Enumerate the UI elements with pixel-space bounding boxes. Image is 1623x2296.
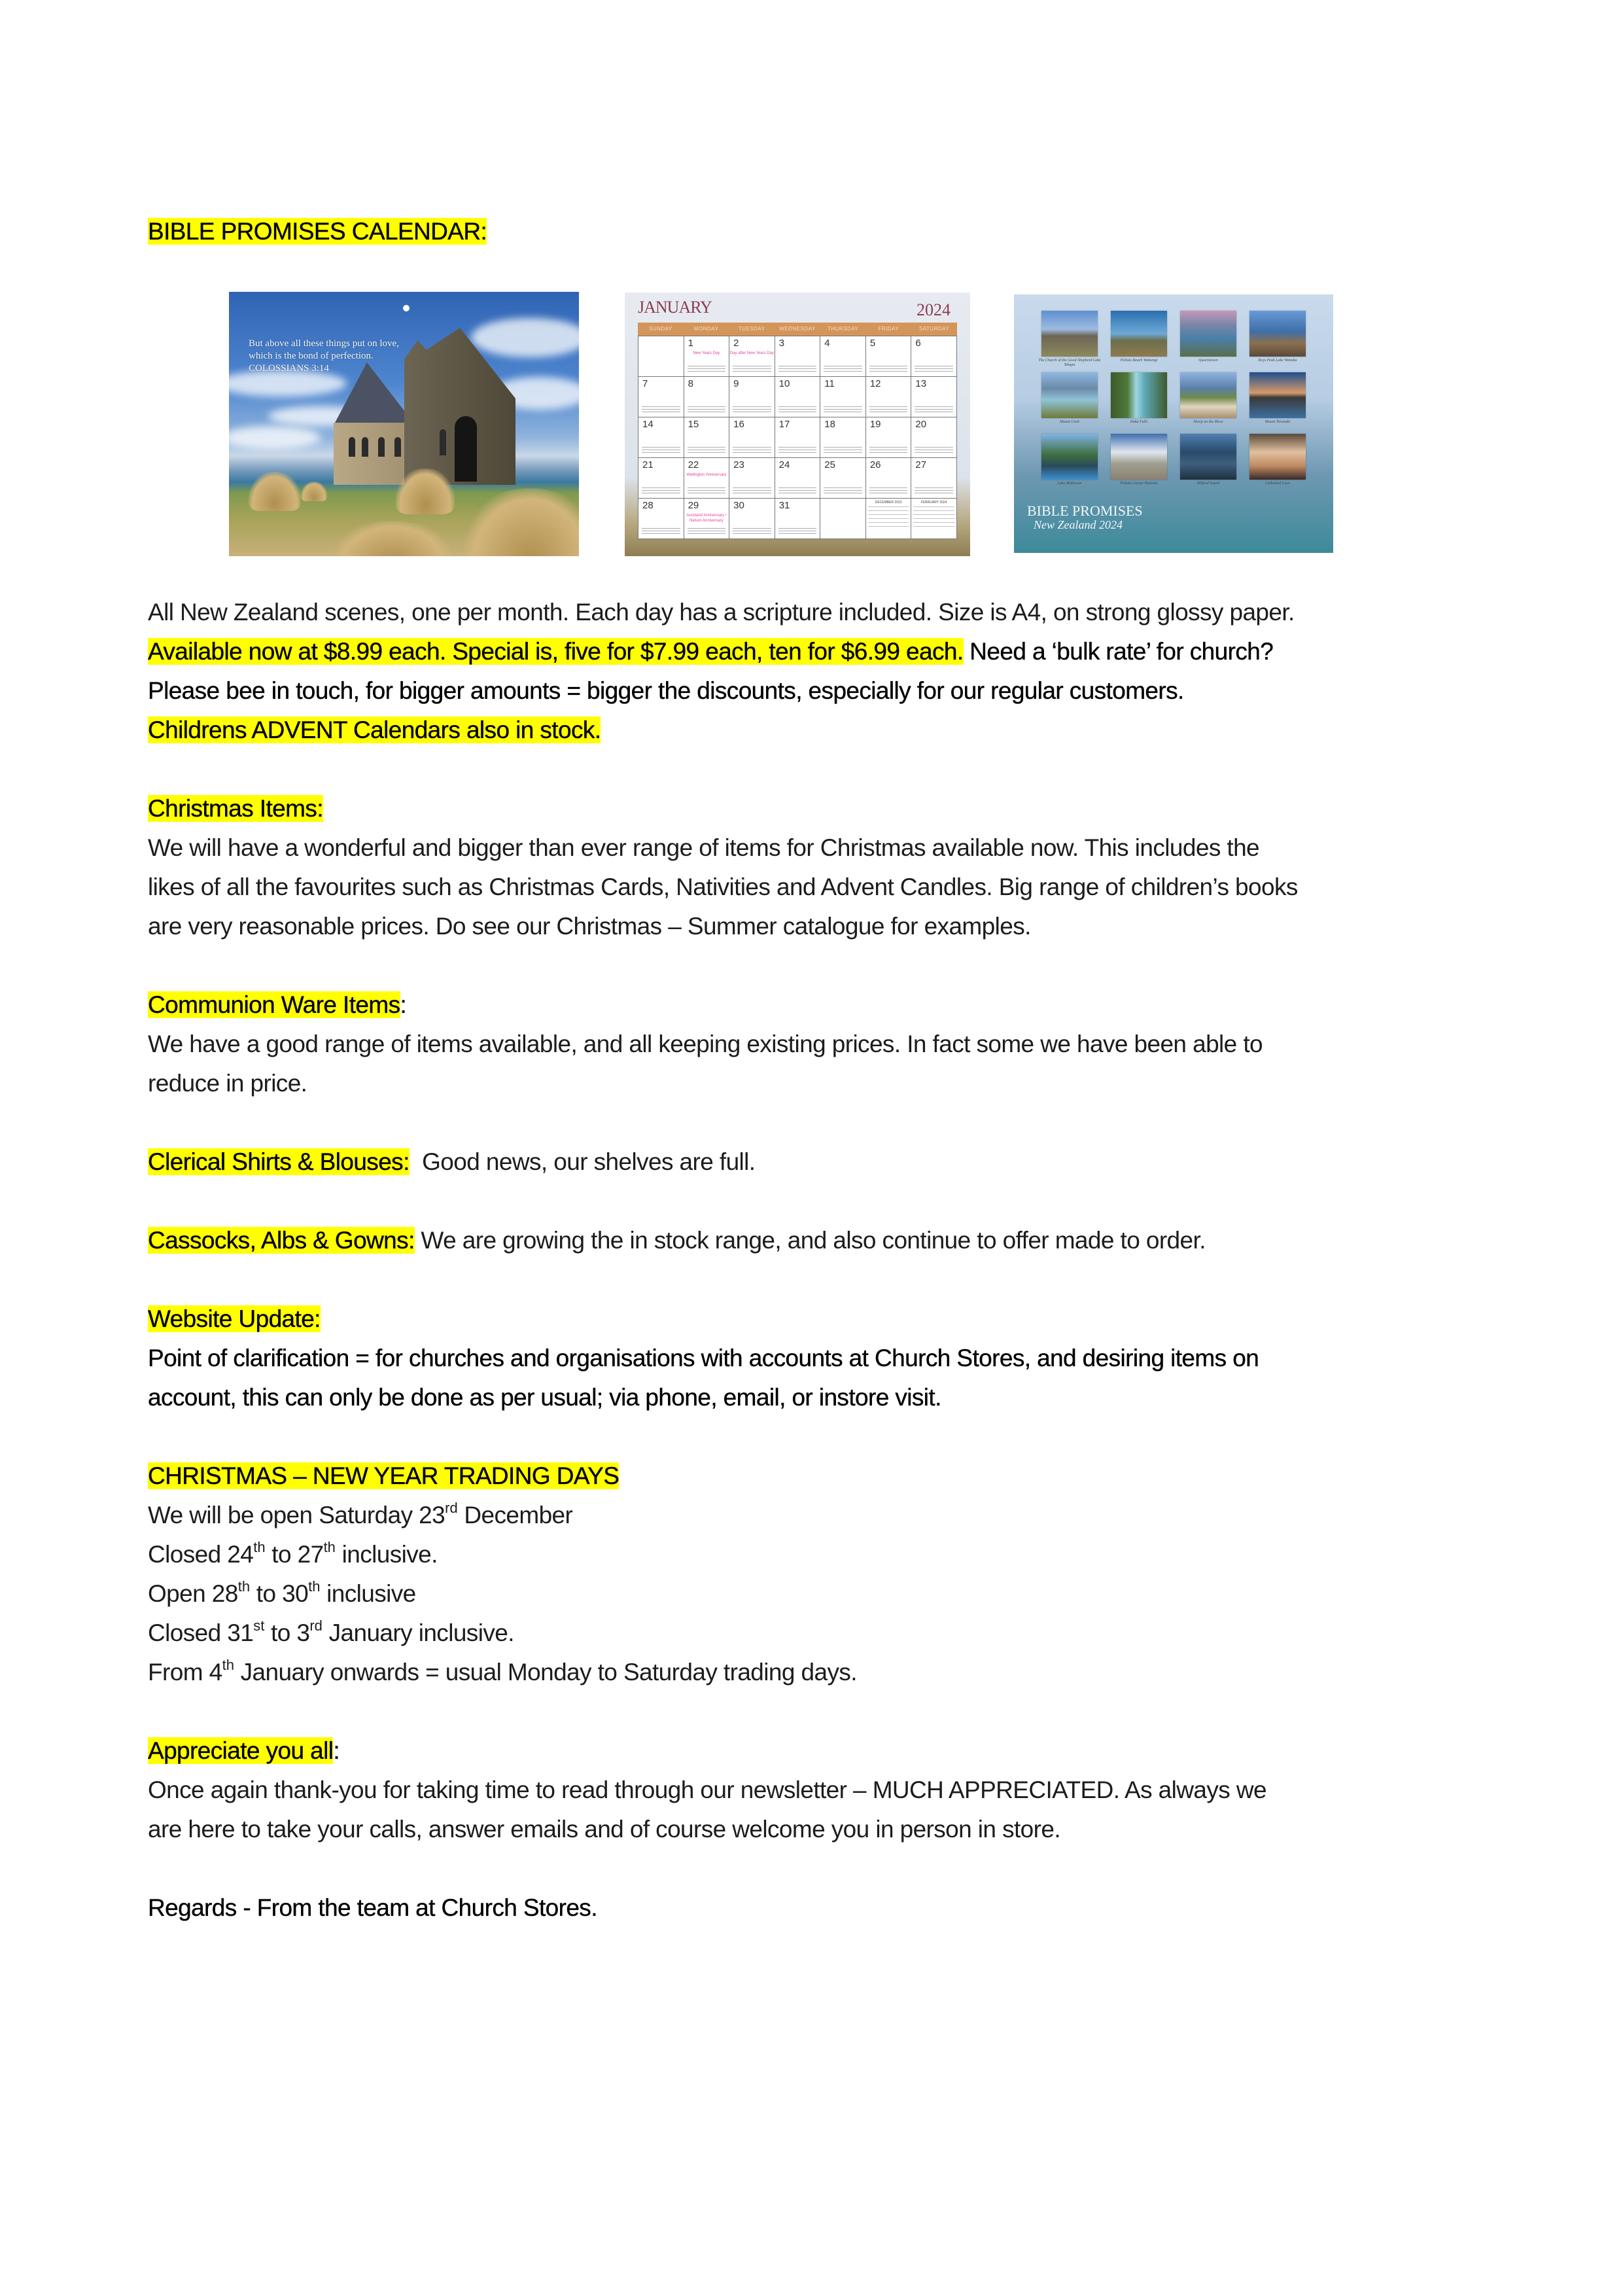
month-photo-tile xyxy=(1041,372,1098,424)
day-number: 25 xyxy=(824,459,835,470)
day-number: 20 xyxy=(915,419,927,430)
calendar-day-cell xyxy=(684,499,730,539)
month-photo-tile xyxy=(1249,311,1306,362)
day-number: 10 xyxy=(778,378,790,389)
calendar-day-cell xyxy=(729,499,775,539)
clerical-heading: Clerical Shirts & Blouses: xyxy=(148,1148,410,1175)
day-number: 2 xyxy=(733,338,739,349)
hanging-hole xyxy=(403,305,410,311)
calendar-heading-line xyxy=(148,213,487,250)
calendar-day-cell xyxy=(638,377,684,417)
calendar-day-cell xyxy=(684,377,730,417)
calendar-description: All New Zealand scenes, one per month. Each day has a scripture included. Size is A4, on strong glossy paper. xyxy=(148,599,1295,626)
day-number: 26 xyxy=(869,459,881,470)
day-number: 19 xyxy=(869,419,881,430)
scripture-text xyxy=(733,366,771,374)
calendar-day-cell xyxy=(911,417,957,458)
photo-caption: The Church of the Good Shepherd Lake Tekapo xyxy=(1038,359,1101,367)
scripture-text xyxy=(642,447,680,455)
calendar-grid xyxy=(638,323,957,539)
scripture-text xyxy=(824,366,862,374)
bulk-rate-question: Need a ‘bulk rate’ for church? xyxy=(963,638,1274,665)
scripture-text xyxy=(824,406,862,414)
day-number: 15 xyxy=(688,419,699,430)
calendar-day-cell xyxy=(684,417,730,458)
photo-caption: Roys Peak Lake Wanaka xyxy=(1258,359,1297,362)
holiday-label: New Years Day xyxy=(693,351,720,355)
day-number: 27 xyxy=(915,459,927,470)
calendar-cover-image xyxy=(229,292,579,556)
calendar-day-cell xyxy=(638,417,684,458)
trading-day-line: We will be open Saturday 23rd December xyxy=(148,1500,573,1528)
photo-caption: Queenstown xyxy=(1198,359,1218,362)
scripture-text xyxy=(915,447,953,455)
trading-heading: CHRISTMAS – NEW YEAR TRADING DAYS xyxy=(148,1462,620,1489)
weekday-header xyxy=(638,323,957,336)
month-photo-tile xyxy=(1180,311,1236,362)
collage-title: BIBLE PROMISES New Zealand 2024 xyxy=(1027,503,1143,531)
holiday-label: Auckland Anniversary / Nelson Anniversary xyxy=(686,514,727,523)
mini-calendar-prev: DECEMBER 2023 xyxy=(868,501,909,530)
day-number: 5 xyxy=(869,338,876,349)
weekday-label: MONDAY xyxy=(693,326,719,332)
calendar-month-image xyxy=(625,292,970,556)
pricing-highlight: Available now at $8.99 each. Special is, five for $7.99 each, ten for $6.99 each. xyxy=(148,638,964,665)
calendar-day-cell xyxy=(866,417,912,458)
calendar-day-cell xyxy=(638,336,684,377)
communion-heading-line: Communion Ware Items: xyxy=(148,991,407,1018)
calendar-day-cell xyxy=(638,499,684,539)
website-heading: Website Update: xyxy=(148,1305,321,1332)
photo-caption: Sheep on the Move xyxy=(1193,420,1223,424)
clerical-text: Good news, our shelves are full. xyxy=(409,1148,756,1175)
communion-text: reduce in price. xyxy=(148,1070,307,1097)
calendar-day-cell xyxy=(820,336,866,377)
calendar-day-cell xyxy=(775,458,821,499)
calendar-heading: BIBLE PROMISES CALENDAR: xyxy=(148,218,487,245)
day-number: 28 xyxy=(642,500,654,511)
trading-heading-line xyxy=(148,1458,619,1494)
appreciate-heading-line: Appreciate you all: xyxy=(148,1737,340,1764)
christmas-heading-line xyxy=(148,790,323,827)
scripture-text xyxy=(688,487,726,495)
day-number: 12 xyxy=(869,378,881,389)
trading-day-line: Closed 24th to 27th inclusive. xyxy=(148,1539,438,1568)
trading-day-line: From 4th January onwards = usual Monday to Saturday trading days. xyxy=(148,1657,857,1686)
photo-caption: Milford Sound xyxy=(1196,482,1220,486)
day-number: 16 xyxy=(733,419,744,430)
calendar-day-cell xyxy=(911,499,957,539)
day-number: 7 xyxy=(642,378,648,389)
scripture-text xyxy=(688,447,726,455)
calendar-day-cell xyxy=(729,458,775,499)
clerical-line xyxy=(148,1144,755,1180)
photo-caption: Pohutu Geyser Rotorua xyxy=(1120,482,1158,486)
month-photo-tile xyxy=(1249,372,1306,424)
scripture-text xyxy=(778,406,817,414)
day-number: 24 xyxy=(778,459,790,470)
christmas-text: We will have a wonderful and bigger than ever range of items for Christmas available now. This includes the xyxy=(148,834,1260,861)
scripture-text xyxy=(778,447,817,455)
church-verse: But above all these things put on love, which is the bond of perfection. COLOSSIANS 3:14 xyxy=(249,338,399,374)
calendar-day-cell xyxy=(729,417,775,458)
advent-note-line xyxy=(148,712,601,749)
scripture-text xyxy=(733,528,771,536)
mini-calendar-next: FEBRUARY 2024 xyxy=(913,501,954,530)
scripture-text xyxy=(733,487,771,495)
trading-day-line: Open 28th to 30th inclusive xyxy=(148,1578,416,1607)
calendar-day-cell xyxy=(866,499,912,539)
website-heading-line xyxy=(148,1301,321,1337)
day-number: 23 xyxy=(733,459,744,470)
trading-day-line: Closed 31st to 3rd January inclusive. xyxy=(148,1617,514,1646)
weekday-label: FRIDAY xyxy=(878,326,899,332)
weekday-label: THURSDAY xyxy=(827,326,859,332)
calendar-back-cover-image xyxy=(1014,294,1333,553)
photo-caption: Huka Falls xyxy=(1130,420,1148,424)
calendar-day-cell xyxy=(729,377,775,417)
scripture-text xyxy=(778,366,817,374)
holiday-label: Wellington Anniversary xyxy=(686,473,727,477)
weekday-label: SUNDAY xyxy=(648,326,672,332)
scripture-text xyxy=(915,406,953,414)
day-number: 29 xyxy=(688,500,699,511)
scripture-text xyxy=(642,528,680,536)
calendar-day-cell xyxy=(820,417,866,458)
month-photo-tile xyxy=(1041,434,1098,486)
calendar-days xyxy=(638,336,957,539)
website-text: account, this can only be done as per usual; via phone, email, or instore visit. xyxy=(148,1384,941,1411)
photo-caption: Lake Matheson xyxy=(1057,482,1082,486)
scripture-text xyxy=(688,406,726,414)
day-number: 13 xyxy=(915,378,927,389)
month-photo-tile xyxy=(1111,311,1167,362)
calendar-day-cell xyxy=(775,377,821,417)
calendar-day-cell xyxy=(866,377,912,417)
calendar-bulk-note: Please bee in touch, for bigger amounts = bigger the discounts, especially for our regular customers. xyxy=(148,677,1184,704)
scripture-text xyxy=(688,366,726,374)
calendar-day-cell xyxy=(866,336,912,377)
photo-caption: Pohutu Beach Waitangi xyxy=(1120,359,1158,362)
calendar-day-cell xyxy=(684,458,730,499)
day-number: 31 xyxy=(778,500,790,511)
calendar-day-cell xyxy=(911,336,957,377)
scripture-text xyxy=(824,487,862,495)
advent-calendars-note: Childrens ADVENT Calendars also in stock. xyxy=(148,716,601,743)
month-photo-tile xyxy=(1180,372,1236,424)
calendar-day-cell xyxy=(911,377,957,417)
cassocks-text: We are growing the in stock range, and also continue to offer made to order. xyxy=(414,1227,1206,1254)
weekday-label: TUESDAY xyxy=(738,326,765,332)
christmas-heading: Christmas Items: xyxy=(148,795,323,822)
calendar-day-cell xyxy=(911,458,957,499)
day-number: 4 xyxy=(824,338,830,349)
day-number: 3 xyxy=(778,338,785,349)
day-number: 18 xyxy=(824,419,835,430)
appreciate-text: Once again thank-you for taking time to read through our newsletter – MUCH APPRECIATED. As always we xyxy=(148,1776,1266,1803)
appreciate-text: are here to take your calls, answer emails and of course welcome you in person in store. xyxy=(148,1816,1061,1843)
scripture-text xyxy=(688,528,726,536)
scripture-text xyxy=(915,487,953,495)
weekday-label: WEDNESDAY xyxy=(779,326,816,332)
scripture-text xyxy=(733,406,771,414)
calendar-month-title: JANUARY xyxy=(638,298,712,317)
month-photo-tile xyxy=(1038,311,1101,367)
scripture-text xyxy=(824,447,862,455)
month-photo-grid xyxy=(1038,311,1308,486)
holiday-label: Day after New Years Day xyxy=(729,351,774,355)
scripture-text xyxy=(733,447,771,455)
calendar-pricing xyxy=(148,633,1273,670)
day-number: 21 xyxy=(642,459,654,470)
calendar-day-cell xyxy=(684,336,730,377)
website-text: Point of clarification = for churches and organisations with accounts at Church Stores, and desiring items on xyxy=(148,1345,1259,1371)
calendar-day-cell xyxy=(820,458,866,499)
scripture-text xyxy=(642,406,680,414)
scripture-text xyxy=(778,487,817,495)
scripture-text xyxy=(778,528,817,536)
calendar-day-cell xyxy=(820,499,866,539)
calendar-day-cell xyxy=(775,417,821,458)
cassocks-heading: Cassocks, Albs & Gowns: xyxy=(148,1227,415,1254)
day-number: 30 xyxy=(733,500,744,511)
day-number: 9 xyxy=(733,378,739,389)
scripture-text xyxy=(869,366,908,374)
month-photo-tile xyxy=(1111,372,1167,424)
photo-caption: Cathedral Cove xyxy=(1265,482,1291,486)
day-number: 1 xyxy=(688,338,693,349)
calendar-day-cell xyxy=(775,336,821,377)
photo-caption: Mount Cook xyxy=(1060,420,1079,424)
communion-text: We have a good range of items available, and all keeping existing prices. In fact some we have been able to xyxy=(148,1031,1263,1057)
month-photo-tile xyxy=(1180,434,1236,486)
day-number: 6 xyxy=(915,338,921,349)
scripture-text xyxy=(642,487,680,495)
calendar-day-cell xyxy=(775,499,821,539)
calendar-day-cell xyxy=(729,336,775,377)
day-number: 11 xyxy=(824,378,835,389)
month-photo-tile xyxy=(1249,434,1306,486)
scripture-text xyxy=(915,366,953,374)
scripture-text xyxy=(869,406,908,414)
scripture-text xyxy=(869,447,908,455)
christmas-text: are very reasonable prices. Do see our Christmas – Summer catalogue for examples. xyxy=(148,913,1031,940)
day-number: 14 xyxy=(642,419,654,430)
day-number: 8 xyxy=(688,378,693,389)
cassocks-line xyxy=(148,1222,1206,1259)
signoff: Regards - From the team at Church Stores. xyxy=(148,1894,597,1921)
church-door xyxy=(455,416,477,482)
month-photo-tile xyxy=(1111,434,1167,486)
photo-caption: Mount Taranaki xyxy=(1265,420,1291,424)
communion-heading: Communion Ware Items xyxy=(148,991,400,1018)
calendar-year: 2024 xyxy=(916,300,951,319)
day-number: 22 xyxy=(688,459,699,470)
day-number: 17 xyxy=(778,419,790,430)
weekday-label: SATURDAY xyxy=(918,326,950,332)
calendar-day-cell xyxy=(820,377,866,417)
christmas-text: likes of all the favourites such as Christmas Cards, Nativities and Advent Candles. Big range of children’s books xyxy=(148,874,1298,900)
scripture-text xyxy=(869,487,908,495)
calendar-day-cell xyxy=(866,458,912,499)
calendar-day-cell xyxy=(638,458,684,499)
appreciate-heading: Appreciate you all xyxy=(148,1737,334,1764)
